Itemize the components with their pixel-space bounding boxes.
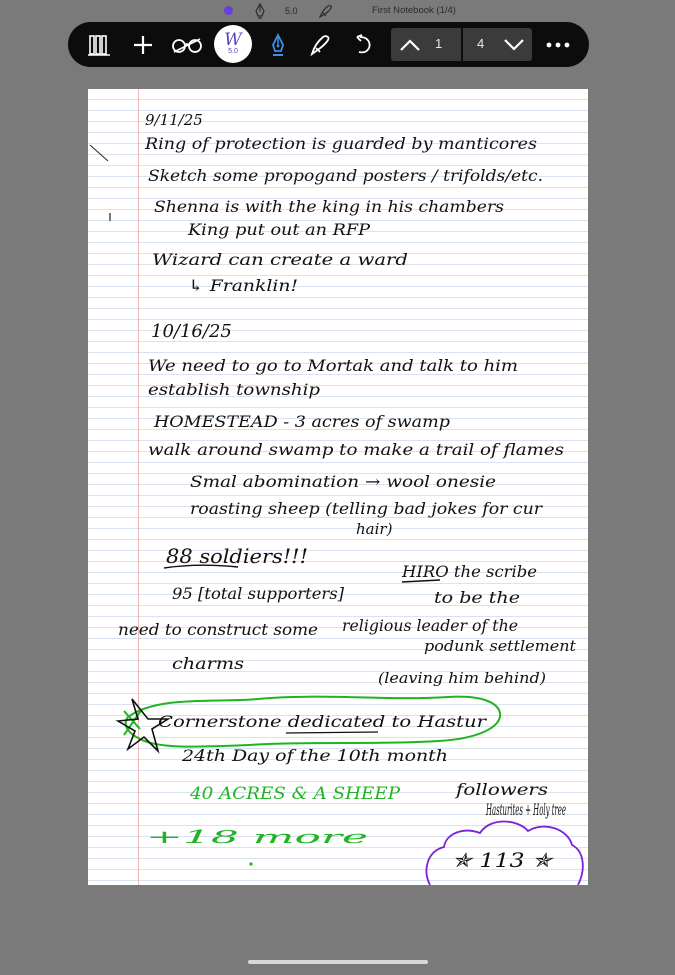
highlighter-icon — [309, 33, 333, 57]
next-page-button[interactable] — [501, 28, 527, 61]
more-dots-icon — [545, 41, 571, 49]
note-line: King put out an RFP — [186, 220, 371, 239]
note-line: HOMESTEAD - 3 acres of swamp — [152, 412, 450, 431]
fountain-pen-icon — [268, 33, 288, 57]
brush-tool-icon — [318, 3, 334, 19]
note-line: charms — [172, 654, 244, 673]
handwriting-layer — [88, 89, 588, 885]
undo-button[interactable] — [351, 28, 377, 61]
note-line: 88 soldiers!!! — [166, 544, 308, 568]
note-line: Cornerstone dedicated to Hastur — [158, 712, 488, 731]
note-line: religious leader of the — [342, 616, 518, 635]
fountain-pen-button[interactable] — [264, 28, 292, 61]
note-date: 9/11/25 — [145, 111, 203, 129]
note-line: Hasturites + Holy tree — [485, 800, 566, 819]
library-icon — [87, 33, 111, 57]
note-line: hair) — [356, 520, 393, 538]
note-line: podunk settlement — [424, 637, 578, 655]
note-line: Ring of protection is guarded by manticores — [143, 134, 537, 153]
home-indicator[interactable] — [248, 960, 428, 964]
note-line: ↳ Franklin! — [188, 276, 298, 295]
note-line: Shenna is with the king in his chambers — [154, 197, 504, 216]
note-line: +18 more — [146, 827, 368, 848]
glasses-icon — [170, 34, 204, 56]
note-line: Wizard can create a ward — [152, 250, 408, 269]
chevron-down-icon — [503, 38, 525, 52]
previous-page-button[interactable] — [397, 28, 423, 61]
note-line: followers — [454, 780, 548, 799]
current-page-number[interactable]: 1 — [435, 36, 443, 51]
pen-color-indicator-icon — [224, 6, 233, 15]
page-navigator — [391, 28, 532, 61]
note-line: Sketch some propogand posters / trifolds/etc. — [148, 166, 543, 185]
active-pen-button[interactable] — [214, 25, 252, 63]
note-line: establish township — [148, 380, 320, 399]
note-line: (leaving him behind) — [378, 669, 547, 687]
stray-stroke — [90, 145, 108, 161]
pen-badge-size: 5.0 — [228, 47, 238, 55]
note-line: roasting sheep (telling bad jokes for cur — [190, 499, 544, 518]
read-mode-button[interactable] — [168, 28, 206, 61]
note-line: 40 ACRES & A SHEEP — [188, 784, 401, 804]
notebook-page[interactable] — [88, 89, 588, 885]
note-line: ✯ 113 ✯ — [452, 848, 555, 872]
pen-badge-letter: W — [224, 29, 242, 50]
note-line: need to construct some — [118, 620, 318, 639]
top-toolbar — [68, 22, 589, 67]
undo-icon — [354, 34, 374, 56]
document-title: First Notebook (1/4) — [372, 5, 456, 16]
note-line: HIRO the scribe — [400, 562, 537, 581]
add-page-button[interactable] — [128, 28, 158, 61]
green-dot — [249, 862, 252, 865]
total-page-number[interactable]: 4 — [477, 36, 485, 51]
pen-tool-icon — [253, 3, 267, 19]
plus-icon — [132, 34, 154, 56]
highlighter-button[interactable] — [306, 28, 336, 61]
pen-size-label: 5.0 — [285, 6, 298, 16]
library-button[interactable] — [84, 28, 114, 61]
note-date: 10/16/25 — [151, 321, 232, 342]
more-options-button[interactable] — [542, 28, 574, 61]
chevron-up-icon — [399, 38, 421, 52]
note-line: Smal abomination → wool onesie — [190, 472, 496, 491]
note-line: 24th Day of the 10th month — [180, 746, 448, 765]
underline-stroke — [286, 732, 378, 733]
note-line: 95 [total supporters] — [172, 584, 345, 603]
note-line: We need to go to Mortak and talk to him — [148, 356, 518, 375]
status-bar — [0, 0, 675, 22]
note-line: walk around swamp to make a trail of flames — [148, 440, 564, 459]
note-line: to be the — [434, 588, 520, 607]
page-nav-divider — [461, 28, 463, 61]
